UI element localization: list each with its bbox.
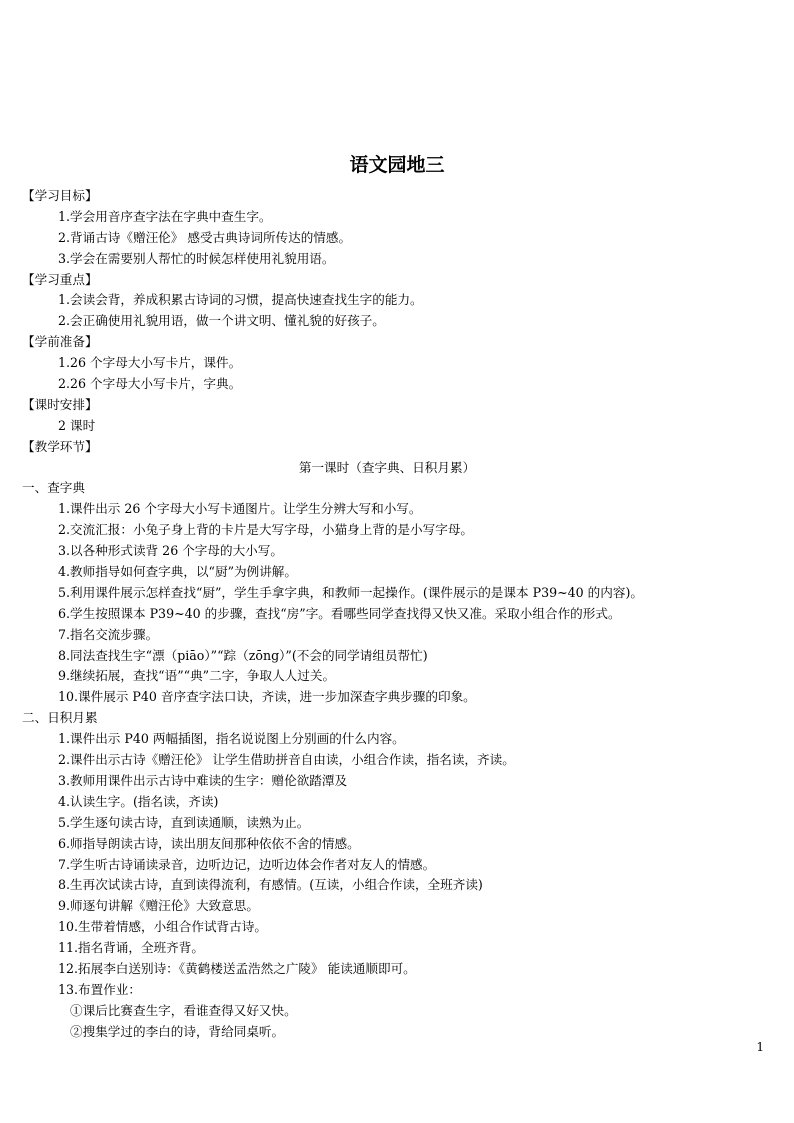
section-heading: 一、查字典 — [22, 480, 85, 496]
list-item: 9.继续拓展，查找“语”“典”二字，争取人人过关。 — [58, 668, 336, 684]
list-item: 9.师逐句讲解《赠汪伦》大致意思。 — [58, 898, 259, 914]
section-heading: 【学习重点】 — [22, 271, 98, 287]
list-item: 11.指名背诵，全班齐背。 — [58, 940, 204, 956]
list-item: 4.教师指导如何查字典，以“厨”为例讲解。 — [58, 564, 297, 580]
list-item: 5.学生逐句读古诗，直到读通顺，读熟为止。 — [58, 814, 310, 830]
list-item: 1.课件出示 26 个字母大小写卡通图片。让学生分辨大写和小写。 — [58, 501, 422, 517]
list-item: 1.课件出示 P40 两幅插图，指名说说图上分别画的什么内容。 — [58, 731, 405, 747]
list-item: 8.同法查找生字“漂（piāo）”“踪（zōng）”(不会的同学请组员帮忙) — [58, 647, 428, 663]
document-body — [22, 186, 772, 1043]
list-item: 7.学生听古诗诵读录音，边听边记，边听边体会作者对友人的情感。 — [58, 856, 436, 872]
list-item: 12.拓展李白送别诗：《黄鹤楼送孟浩然之广陵》 能读通顺即可。 — [58, 960, 416, 976]
list-item: 13.布置作业： — [58, 981, 141, 997]
list-item: 6.师指导朗读古诗，读出朋友间那种依依不舍的情感。 — [58, 835, 360, 851]
list-item: 2.会正确使用礼貌用语，做一个讲文明、懂礼貌的好孩子。 — [58, 313, 385, 329]
homework-item: ②搜集学过的李白的诗，背给同桌听。 — [70, 1023, 285, 1039]
list-item: 6.学生按照课本 P39~40 的步骤，查找“房”字。看哪些同学查找得又快又准。采取小组合作的形式。 — [58, 605, 621, 621]
section-heading: 二、日积月累 — [22, 710, 98, 726]
list-item: 2 课时 — [58, 417, 96, 433]
list-item: 1.学会用音序查字法在字典中查生字。 — [58, 208, 272, 224]
list-item: 3.以各种形式读背 26 个字母的大小写。 — [58, 543, 283, 559]
list-item: 1.26 个字母大小写卡片，课件。 — [58, 355, 242, 371]
lesson-heading: 第一课时（查字典、日积月累） — [298, 459, 476, 475]
list-item: 2.26 个字母大小写卡片，字典。 — [58, 376, 242, 392]
list-item: 3.学会在需要别人帮忙的时候怎样使用礼貌用语。 — [58, 250, 335, 266]
list-item: 7.指名交流步骤。 — [58, 626, 159, 642]
list-item: 1.会读会背，养成积累古诗词的习惯，提高快速查找生字的能力。 — [58, 292, 423, 308]
section-heading: 【课时安排】 — [22, 396, 98, 412]
list-item: 2.课件出示古诗《赠汪伦》 让学生借助拼音自由读，小组合作读，指名读，齐读。 — [58, 752, 515, 768]
list-item: 8.生再次试读古诗，直到读得流利，有感情。(互读，小组合作读，全班齐读) — [58, 877, 483, 893]
list-item: 4.认读生字。(指名读，齐读) — [58, 793, 219, 809]
section-heading: 【教学环节】 — [22, 438, 98, 454]
list-item: 5.利用课件展示怎样查找“厨”，学生手拿字典，和教师一起操作。(课件展示的是课本 P39~40 的内容)。 — [58, 584, 643, 600]
list-item: 10.课件展示 P40 音序查字法口诀，齐读，进一步加深查字典步骤的印象。 — [58, 689, 476, 705]
page-number: 1 — [756, 1040, 764, 1054]
list-item: 10.生带着情感，小组合作试背古诗。 — [58, 919, 267, 935]
list-item: 2.背诵古诗《赠汪伦》 感受古典诗词所传达的情感。 — [58, 229, 352, 245]
list-item: 3.教师用课件出示古诗中难读的生字：赠伦欲踏潭及 — [58, 772, 348, 788]
section-heading: 【学习目标】 — [22, 188, 98, 203]
homework-item: ①课后比赛查生字，看谁查得又好又快。 — [70, 1002, 297, 1018]
document-title: 语文园地三 — [349, 154, 445, 176]
section-heading: 【学前准备】 — [22, 334, 98, 350]
list-item: 2.交流汇报：小兔子身上背的卡片是大写字母，小猫身上背的是小写字母。 — [58, 522, 474, 538]
